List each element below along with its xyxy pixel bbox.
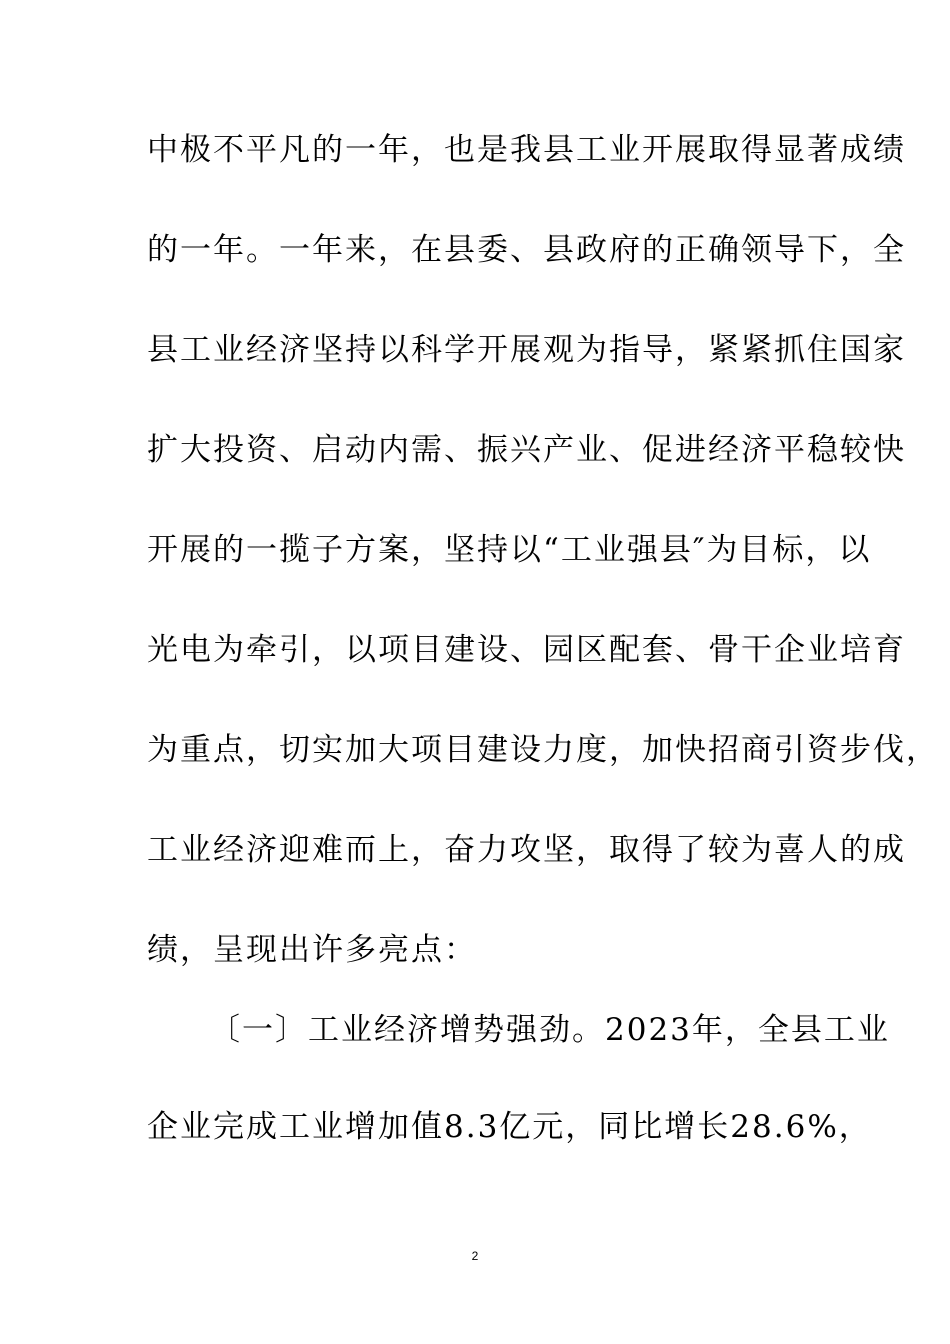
- page-number: 2: [471, 1249, 479, 1263]
- text-line: 绩，呈现出许多亮点：: [147, 932, 477, 968]
- text-line: 中极不平凡的一年，也是我县工业开展取得显著成绩: [147, 132, 906, 168]
- text-line: 开展的一揽子方案，坚持以“工业强县″为目标，以: [147, 532, 872, 568]
- text-line: 工业经济迎难而上，奋力攻坚，取得了较为喜人的成: [147, 832, 906, 868]
- paragraph-heading-line: 〔一〕工业经济增势强劲。2023年，全县工业: [209, 1012, 890, 1048]
- text-line: 的一年。一年来，在县委、县政府的正确领导下，全: [147, 232, 906, 268]
- text-line: 扩大投资、启动内需、振兴产业、促进经济平稳较快: [147, 432, 906, 468]
- text-line: 县工业经济坚持以科学开展观为指导，紧紧抓住国家: [147, 332, 906, 368]
- text-line: 企业完成工业增加值8.3亿元，同比增长28.6%，: [147, 1109, 872, 1145]
- text-line: 为重点，切实加大项目建设力度，加快招商引资步伐，: [147, 732, 939, 768]
- text-line: 光电为牵引，以项目建设、园区配套、骨干企业培育: [147, 632, 906, 668]
